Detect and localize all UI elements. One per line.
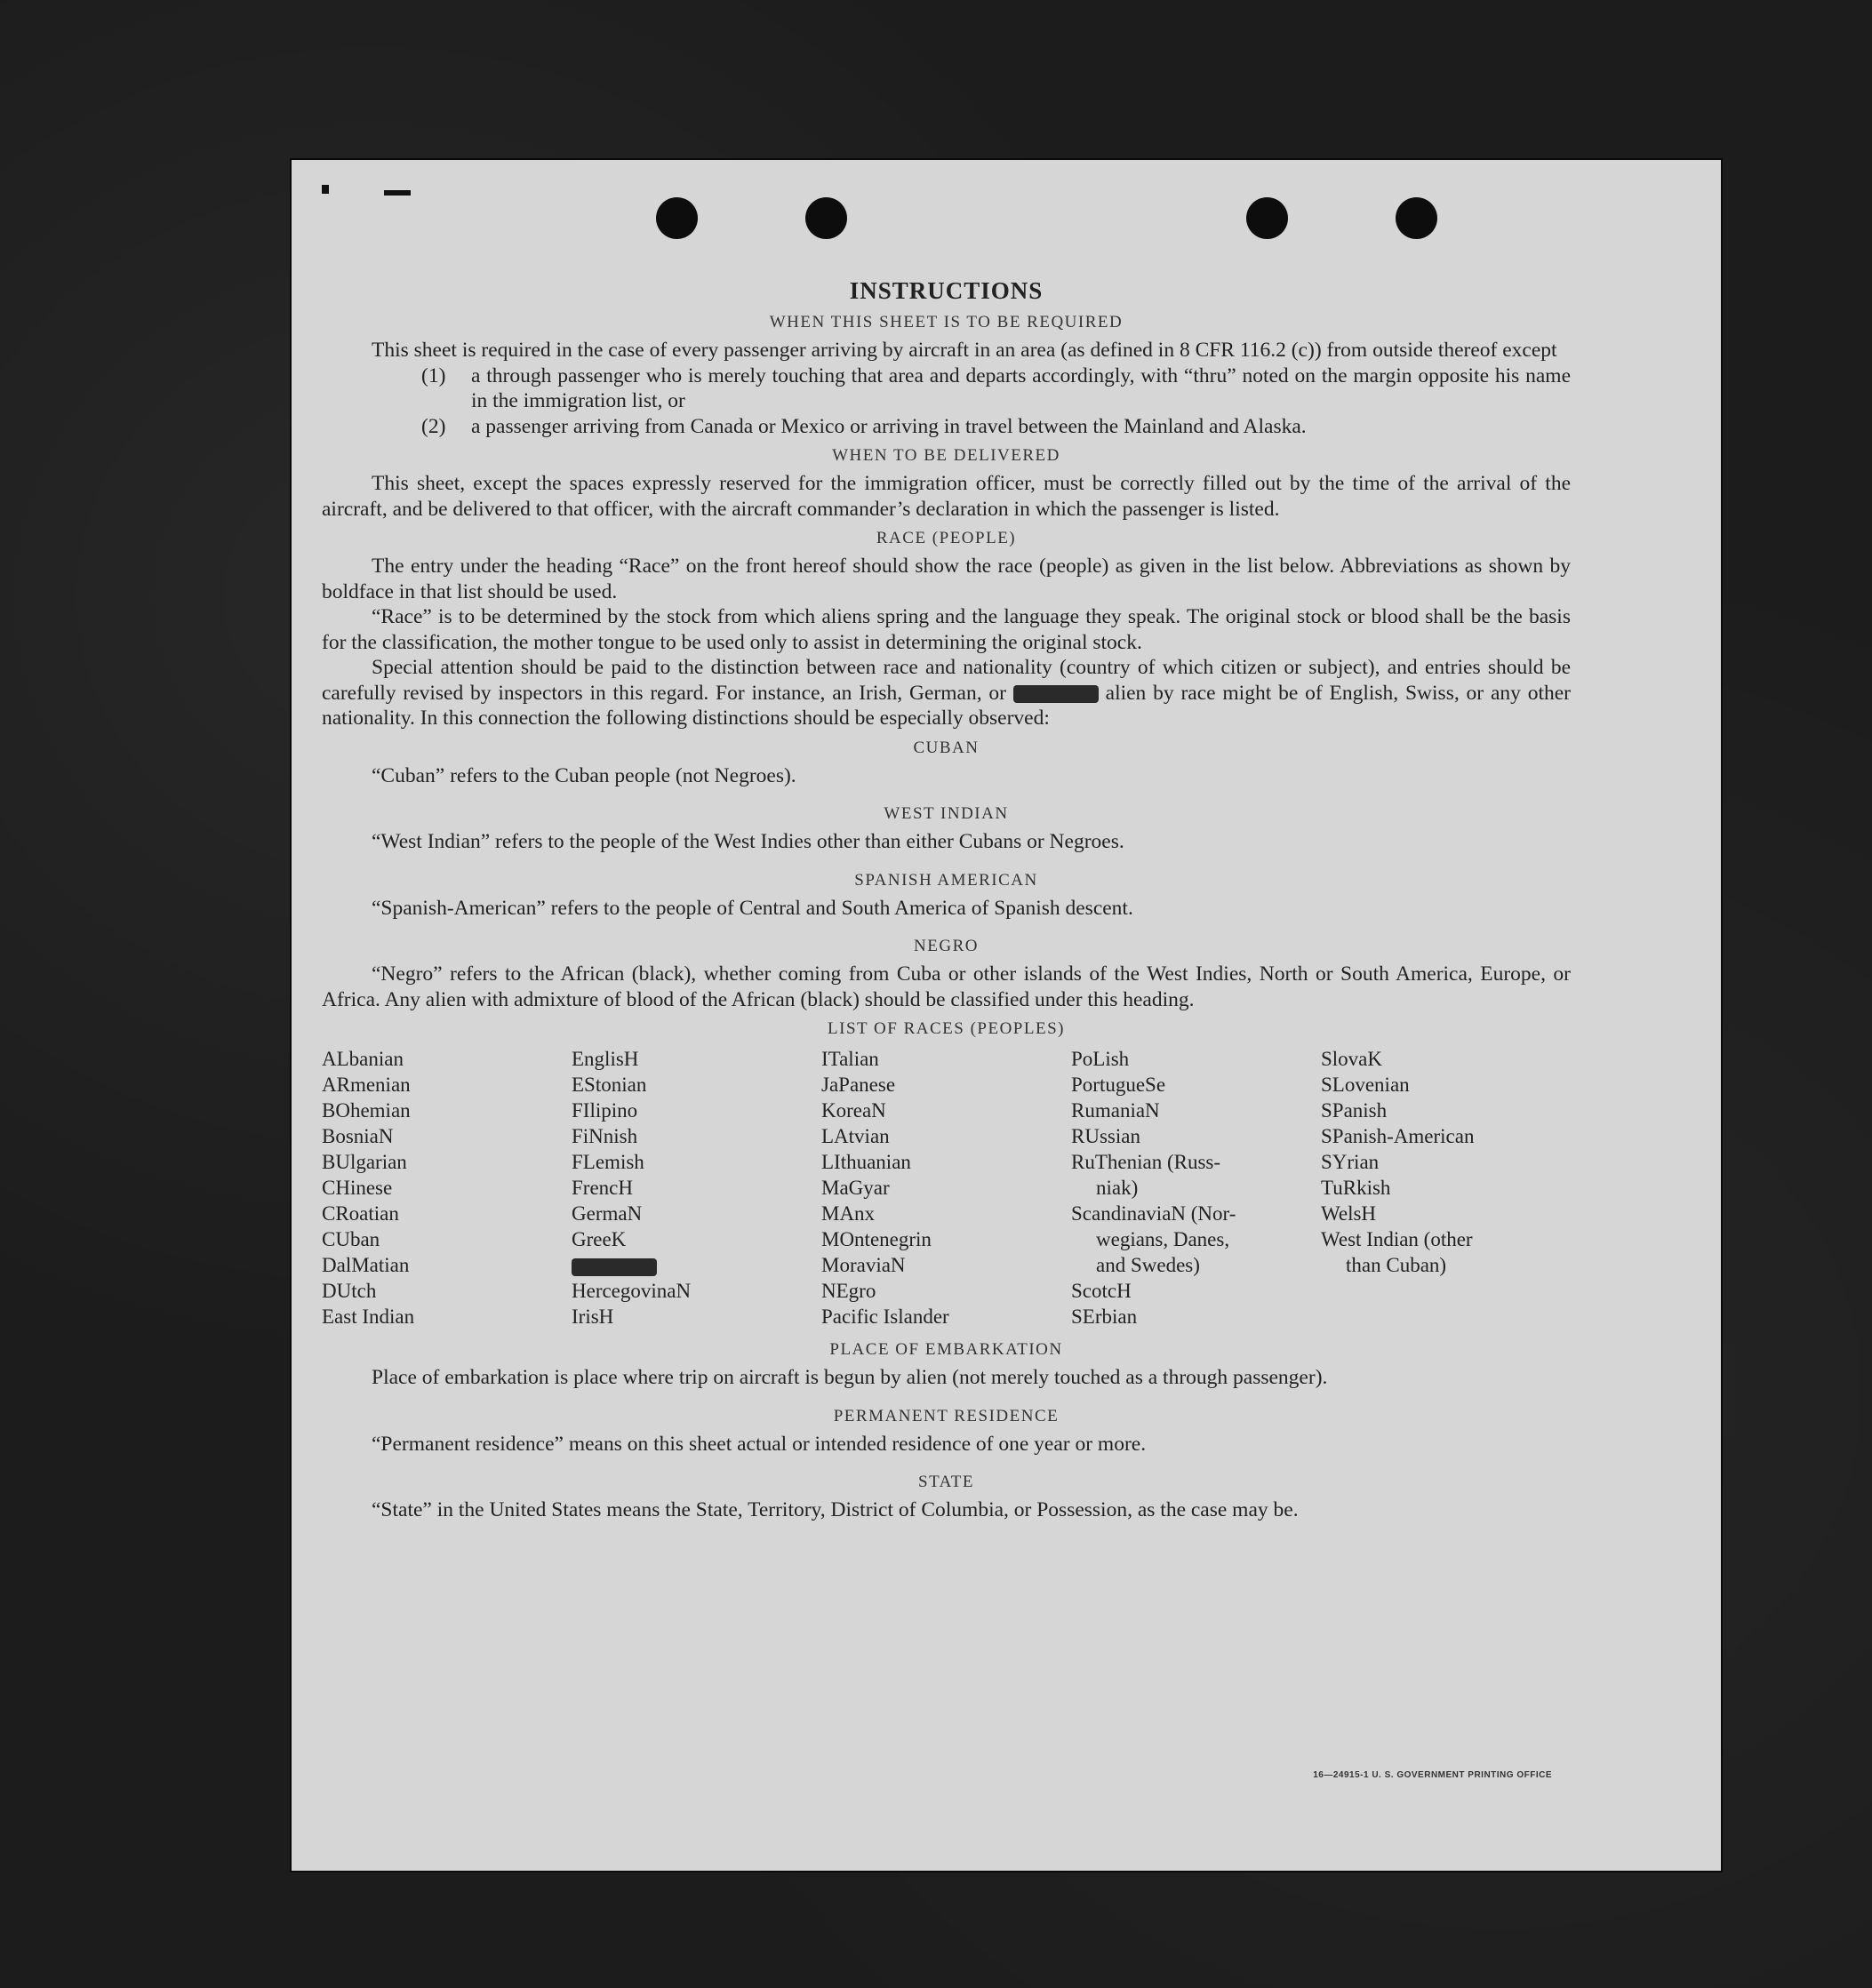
printer-imprint: 16—24915-1 U. S. GOVERNMENT PRINTING OFFICE — [1313, 1770, 1552, 1780]
race-item-redacted — [572, 1252, 821, 1278]
race-item: DUtch — [322, 1280, 377, 1302]
races-column — [572, 1046, 821, 1329]
race-item: Pacific Islander — [821, 1305, 949, 1328]
race-item: WelsH — [1321, 1202, 1377, 1225]
page-title: INSTRUCTIONS — [849, 277, 1044, 304]
section-heading-required: WHEN THIS SHEET IS TO BE REQUIRED — [769, 313, 1124, 331]
paragraph-spanish-american: “Spanish-American” refers to the people of Central and South America of Spanish descent. — [372, 896, 1133, 920]
race-item: BUlgarian — [322, 1151, 407, 1173]
race-item: EStonian — [572, 1074, 647, 1096]
section-heading-races-list: LIST OF RACES (PEOPLES) — [828, 1019, 1065, 1038]
race-item: ScotcH — [1071, 1280, 1132, 1302]
race-item: MaGyar — [821, 1177, 890, 1199]
scan-speck — [384, 190, 411, 196]
race-item: FLemish — [572, 1151, 644, 1173]
section-heading-embarkation: PLACE OF EMBARKATION — [829, 1340, 1063, 1359]
race-item: LIthuanian — [821, 1151, 911, 1173]
race-item: RUssian — [1071, 1125, 1140, 1147]
race-item: TuRkish — [1321, 1177, 1391, 1199]
race-item-continuation: and Swedes) — [1096, 1254, 1200, 1276]
race-item: SErbian — [1071, 1305, 1138, 1328]
item-text: a passenger arriving from Canada or Mexico or arriving in travel between the Mainland and Alaska. — [471, 414, 1307, 438]
exception-item-1 — [421, 363, 1571, 414]
race-item: KoreaN — [821, 1099, 886, 1122]
race-item: SPanish-American — [1321, 1125, 1475, 1147]
paragraph-race-2: “Race” is to be determined by the stock from which aliens spring and the language they speak. The original stock or blood shall be the basis for the classification, the mother tongue to be used only to assist in determining the original stock. — [322, 605, 1571, 654]
document-page — [292, 160, 1721, 1871]
section-heading-race: RACE (PEOPLE) — [876, 529, 1017, 547]
race-item: IrisH — [572, 1305, 614, 1328]
paragraph-west-indian: “West Indian” refers to the people of the West Indies other than either Cubans or Negroes. — [372, 830, 1124, 853]
race-item-continuation: than Cuban) — [1346, 1254, 1447, 1276]
race-item: West Indian (other — [1321, 1228, 1473, 1250]
paragraph-state: “State” in the United States means the State, Territory, District of Columbia, or Possession, as the case may be. — [372, 1498, 1299, 1521]
race-item: DalMatian — [322, 1254, 410, 1276]
races-column — [1321, 1046, 1571, 1329]
race-item: CHinese — [322, 1177, 393, 1199]
race-item: ITalian — [821, 1048, 879, 1070]
race-item: ALbanian — [322, 1048, 404, 1070]
race-item-continuation: niak) — [1096, 1177, 1139, 1199]
exception-item-2 — [421, 414, 1571, 440]
race-item: RuThenian (Russ- — [1071, 1151, 1221, 1173]
race-item: ScandinaviaN (Nor- — [1071, 1202, 1236, 1225]
punch-hole — [1246, 197, 1288, 239]
race-item: FiNnish — [572, 1125, 638, 1147]
section-heading-delivered: WHEN TO BE DELIVERED — [832, 446, 1060, 465]
section-heading-residence: PERMANENT RESIDENCE — [833, 1406, 1060, 1425]
section-heading-negro: NEGRO — [914, 937, 979, 955]
section-heading-state: STATE — [918, 1473, 974, 1491]
punch-hole — [1396, 197, 1437, 239]
paragraph-text: Special attention should be paid to the distinction between race and nationality (country of which citizen or subject), and entries should be carefully revised by inspectors in this regard. For instance, an Irish, German, or — [322, 656, 1571, 705]
paragraph-delivered: This sheet, except the spaces expressly reserved for the immigration officer, must be correctly filled out by the time of the arrival of the aircraft, and be delivered to that officer, with the aircraft commander’s declaration in which the passenger is listed. — [322, 472, 1571, 521]
race-item-continuation: wegians, Danes, — [1096, 1228, 1230, 1250]
race-item: CRoatian — [322, 1202, 399, 1225]
race-item: SPanish — [1321, 1099, 1388, 1122]
race-item: East Indian — [322, 1305, 415, 1328]
redaction-mark — [572, 1258, 657, 1276]
paragraph-embarkation: Place of embarkation is place where trip on aircraft is begun by alien (not merely touched as a through passenger). — [372, 1366, 1328, 1389]
section-heading-spanish-american: SPANISH AMERICAN — [854, 870, 1038, 890]
paragraph-text: alien by race might be of English, Swiss, or any other nationality. In this connection the following distinctions should be especially observed: — [322, 681, 1571, 730]
paragraph-required: This sheet is required in the case of every passenger arriving by aircraft in an area (as defined in 8 CFR 116.2 (c)) from outside thereof except — [372, 339, 1557, 362]
race-item: MOntenegrin — [821, 1228, 932, 1250]
item-number: (2) — [421, 414, 446, 438]
paragraph-race-1: The entry under the heading “Race” on the front hereof should show the race (people) as given in the list below. Abbreviations as shown by boldface in that list should be used. — [322, 555, 1571, 603]
paragraph-residence: “Permanent residence” means on this sheet actual or intended residence of one year or more. — [372, 1432, 1147, 1456]
section-heading-west-indian: WEST INDIAN — [884, 804, 1009, 823]
races-column — [821, 1046, 1071, 1329]
scan-speck — [322, 185, 329, 194]
paragraph-negro: “Negro” refers to the African (black), whether coming from Cuba or other islands of the West Indies, North or South America, Europe, or Africa. Any alien with admixture of blood of the African (black) should be classified under this heading. — [322, 962, 1571, 1011]
race-item: CUban — [322, 1228, 380, 1250]
race-item: MoraviaN — [821, 1254, 906, 1276]
race-item: JaPanese — [821, 1074, 896, 1096]
race-item: GreeK — [572, 1228, 627, 1250]
race-item: FrencH — [572, 1177, 633, 1199]
race-item: RumaniaN — [1071, 1099, 1160, 1122]
race-item: PortugueSe — [1071, 1074, 1166, 1096]
punch-hole — [656, 197, 698, 239]
race-item: SlovaK — [1321, 1048, 1382, 1070]
item-text: a through passenger who is merely touching that area and departs accordingly, with “thru” noted on the margin opposite his name in the immigration list, or — [471, 363, 1571, 412]
race-item: NEgro — [821, 1280, 876, 1302]
race-item: LAtvian — [821, 1125, 890, 1147]
race-item: BOhemian — [322, 1099, 411, 1122]
races-list — [322, 1046, 1571, 1329]
races-column — [1071, 1046, 1321, 1329]
race-item: EnglisH — [572, 1048, 639, 1070]
redaction-mark — [1013, 685, 1099, 703]
races-column — [322, 1046, 572, 1329]
race-item: PoLish — [1071, 1048, 1130, 1070]
race-item: BosniaN — [322, 1125, 394, 1147]
race-item: SYrian — [1321, 1151, 1380, 1173]
race-item: GermaN — [572, 1202, 643, 1225]
item-number: (1) — [421, 363, 446, 387]
instructions-body — [322, 275, 1571, 1523]
race-item: SLovenian — [1321, 1074, 1410, 1096]
race-item: HercegovinaN — [572, 1280, 692, 1302]
section-heading-cuban: CUBAN — [913, 738, 980, 757]
paragraph-race-3 — [322, 655, 1571, 731]
punch-hole — [805, 197, 847, 239]
race-item: ARmenian — [322, 1074, 411, 1096]
race-item: FIlipino — [572, 1099, 638, 1122]
paragraph-cuban: “Cuban” refers to the Cuban people (not Negroes). — [372, 763, 796, 787]
race-item: MAnx — [821, 1202, 876, 1225]
